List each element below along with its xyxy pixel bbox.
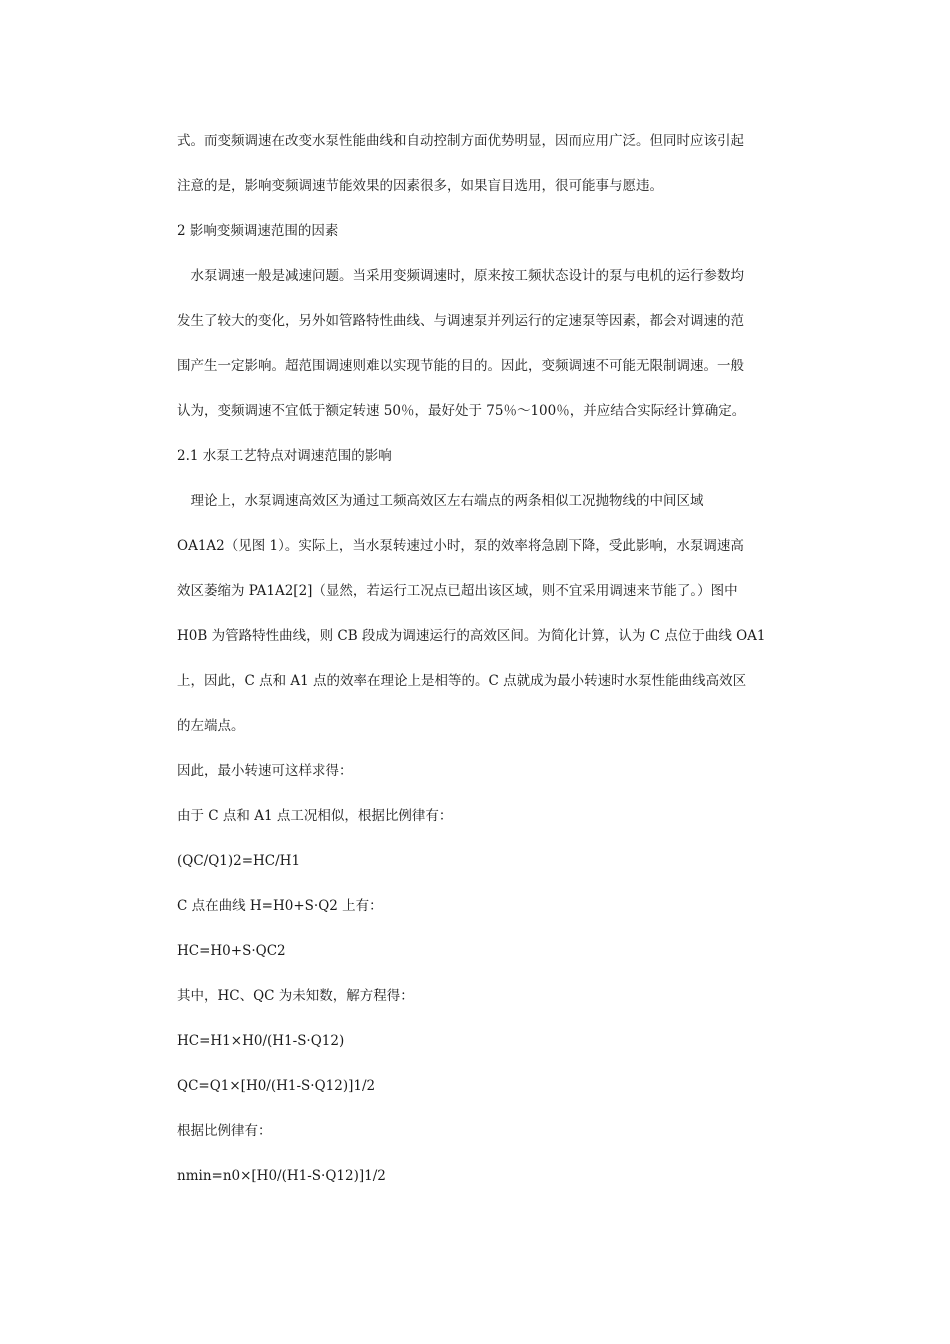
- paragraph-line: 围产生一定影响。超范围调速则难以实现节能的目的。因此，变频调速不可能无限制调速。一般: [177, 358, 744, 374]
- paragraph-line: 的左端点。: [177, 718, 245, 734]
- paragraph-line: 理论上，水泵调速高效区为通过工频高效区左右端点的两条相似工况抛物线的中间区域: [177, 493, 704, 509]
- formula-line: nmin=n0×[H0/(H1-S·Q12)]1/2: [177, 1168, 386, 1184]
- paragraph-line: H0B 为管路特性曲线，则 CB 段成为调速运行的高效区间。为简化计算，认为 C 点位于曲线 OA1: [177, 628, 766, 644]
- paragraph-line: 认为，变频调速不宜低于额定转速 50％，最好处于 75％～100％，并应结合实际经计算确定。: [177, 403, 746, 419]
- paragraph-line: 其中，HC、QC 为未知数，解方程得：: [177, 988, 414, 1004]
- formula-line: QC=Q1×[H0/(H1-S·Q12)]1/2: [177, 1078, 376, 1094]
- formula-line: HC=H0+S·QC2: [177, 943, 286, 959]
- paragraph-line: 注意的是，影响变频调速节能效果的因素很多，如果盲目选用，很可能事与愿违。: [177, 178, 663, 194]
- formula-line: HC=H1×H0/(H1-S·Q12): [177, 1033, 345, 1049]
- paragraph-line: 因此，最小转速可这样求得：: [177, 763, 353, 779]
- paragraph-line: 上，因此，C 点和 A1 点的效率在理论上是相等的。C 点就成为最小转速时水泵性能曲线高效区: [177, 673, 747, 689]
- section-heading: 2 影响变频调速范围的因素: [177, 223, 339, 239]
- subsection-heading: 2.1 水泵工艺特点对调速范围的影响: [177, 448, 392, 464]
- paragraph-line: 根据比例律有：: [177, 1123, 272, 1139]
- paragraph-line: 水泵调速一般是减速问题。当采用变频调速时，原来按工频状态设计的泵与电机的运行参数均: [177, 268, 744, 284]
- paragraph-line: C 点在曲线 H=H0+S·Q2 上有：: [177, 898, 383, 914]
- paragraph-line: 由于 C 点和 A1 点工况相似，根据比例律有：: [177, 808, 453, 824]
- paragraph-line: 式。而变频调速在改变水泵性能曲线和自动控制方面优势明显，因而应用广泛。但同时应该引起: [177, 133, 744, 149]
- paragraph-line: 发生了较大的变化，另外如管路特性曲线、与调速泵并列运行的定速泵等因素，都会对调速的范: [177, 313, 744, 329]
- formula-line: (QC/Q1)2=HC/H1: [177, 853, 301, 869]
- paragraph-line: OA1A2（见图 1）。实际上，当水泵转速过小时，泵的效率将急剧下降，受此影响，水泵调速高: [177, 538, 744, 554]
- paragraph-line: 效区萎缩为 PA1A2[2]（显然，若运行工况点已超出该区域，则不宜采用调速来节能了。）图中: [177, 583, 738, 599]
